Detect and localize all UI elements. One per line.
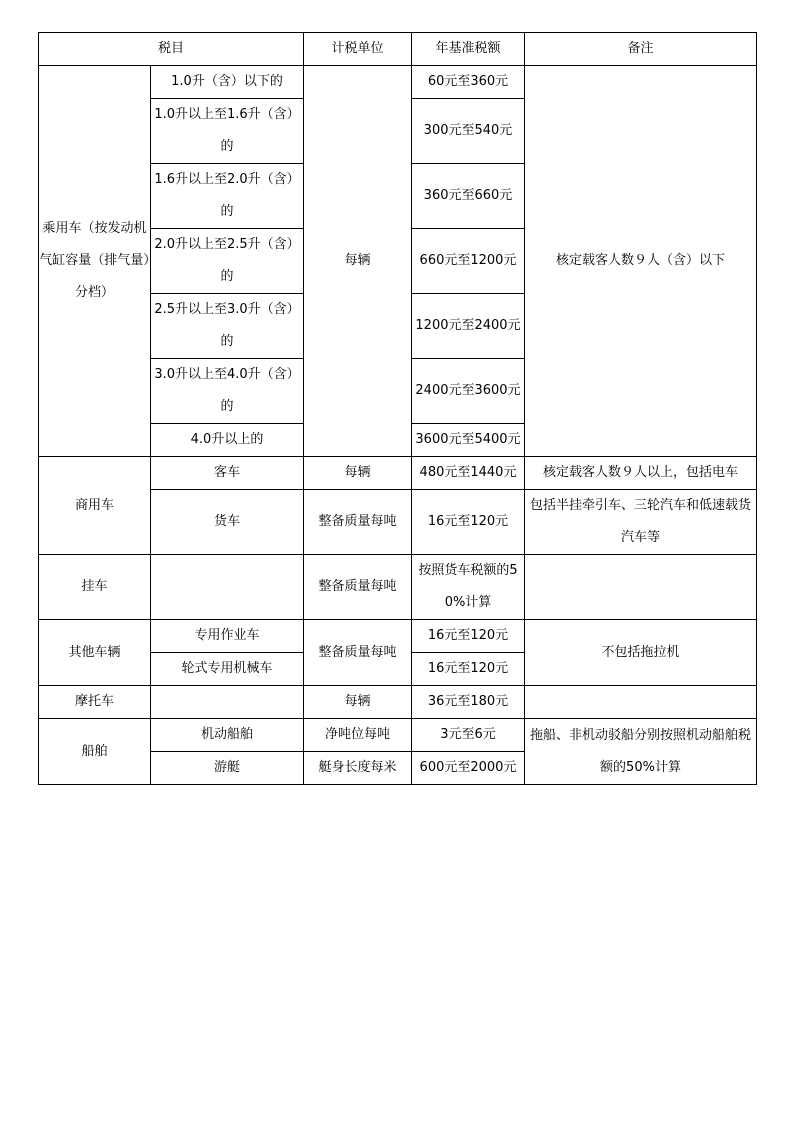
passenger-amount: 2400元至3600元: [412, 359, 525, 424]
table-row: [39, 555, 757, 620]
header-row: [39, 33, 757, 66]
table-row: [39, 457, 757, 490]
passenger-item: 3.0升以上至4.0升（含）的: [151, 359, 304, 424]
table-row: [39, 620, 757, 653]
header-amount: 年基准税额: [412, 33, 525, 66]
passenger-note: 核定载客人数９人（含）以下: [525, 66, 757, 457]
vehicle-vessel-tax-table: [38, 32, 757, 785]
bus-item: 客车: [151, 457, 304, 490]
ship-amount: 3元至6元: [412, 719, 525, 752]
passenger-amount: 60元至360元: [412, 66, 525, 99]
passenger-amount: 300元至540元: [412, 99, 525, 164]
table-row: [39, 686, 757, 719]
passenger-category: 乘用车（按发动机气缸容量（排气量）分档）: [39, 66, 151, 457]
other-item: 专用作业车: [151, 620, 304, 653]
other-amount: 16元至120元: [412, 620, 525, 653]
truck-note: 包括半挂牵引车、三轮汽车和低速载货汽车等: [525, 490, 757, 555]
ship-item: 游艇: [151, 752, 304, 785]
header-note: 备注: [525, 33, 757, 66]
passenger-item: 1.0升以上至1.6升（含）的: [151, 99, 304, 164]
other-unit: 整备质量每吨: [304, 620, 412, 686]
ship-unit: 净吨位每吨: [304, 719, 412, 752]
passenger-amount: 1200元至2400元: [412, 294, 525, 359]
other-amount: 16元至120元: [412, 653, 525, 686]
trailer-note: [525, 555, 757, 620]
motorcycle-item: [151, 686, 304, 719]
header-unit: 计税单位: [304, 33, 412, 66]
ship-amount: 600元至2000元: [412, 752, 525, 785]
passenger-item: 2.0升以上至2.5升（含）的: [151, 229, 304, 294]
other-note: 不包括拖拉机: [525, 620, 757, 686]
commercial-category: 商用车: [39, 457, 151, 555]
motorcycle-unit: 每辆: [304, 686, 412, 719]
bus-amount: 480元至1440元: [412, 457, 525, 490]
ship-category: 船舶: [39, 719, 151, 785]
motorcycle-note: [525, 686, 757, 719]
other-category: 其他车辆: [39, 620, 151, 686]
motorcycle-category: 摩托车: [39, 686, 151, 719]
header-item: 税目: [39, 33, 304, 66]
table-row: [39, 719, 757, 752]
passenger-item: 1.6升以上至2.0升（含）的: [151, 164, 304, 229]
passenger-item: 4.0升以上的: [151, 424, 304, 457]
trailer-item: [151, 555, 304, 620]
passenger-item: 1.0升（含）以下的: [151, 66, 304, 99]
ship-item: 机动船舶: [151, 719, 304, 752]
bus-unit: 每辆: [304, 457, 412, 490]
passenger-unit: 每辆: [304, 66, 412, 457]
trailer-amount: 按照货车税额的50%计算: [412, 555, 525, 620]
passenger-amount: 660元至1200元: [412, 229, 525, 294]
motorcycle-amount: 36元至180元: [412, 686, 525, 719]
truck-unit: 整备质量每吨: [304, 490, 412, 555]
table-row: [39, 66, 757, 99]
truck-amount: 16元至120元: [412, 490, 525, 555]
truck-item: 货车: [151, 490, 304, 555]
passenger-item: 2.5升以上至3.0升（含）的: [151, 294, 304, 359]
ship-unit: 艇身长度每米: [304, 752, 412, 785]
ship-note: 拖船、非机动驳船分别按照机动船舶税额的50%计算: [525, 719, 757, 785]
passenger-amount: 360元至660元: [412, 164, 525, 229]
bus-note: 核定载客人数９人以上，包括电车: [525, 457, 757, 490]
trailer-unit: 整备质量每吨: [304, 555, 412, 620]
trailer-category: 挂车: [39, 555, 151, 620]
other-item: 轮式专用机械车: [151, 653, 304, 686]
passenger-amount: 3600元至5400元: [412, 424, 525, 457]
